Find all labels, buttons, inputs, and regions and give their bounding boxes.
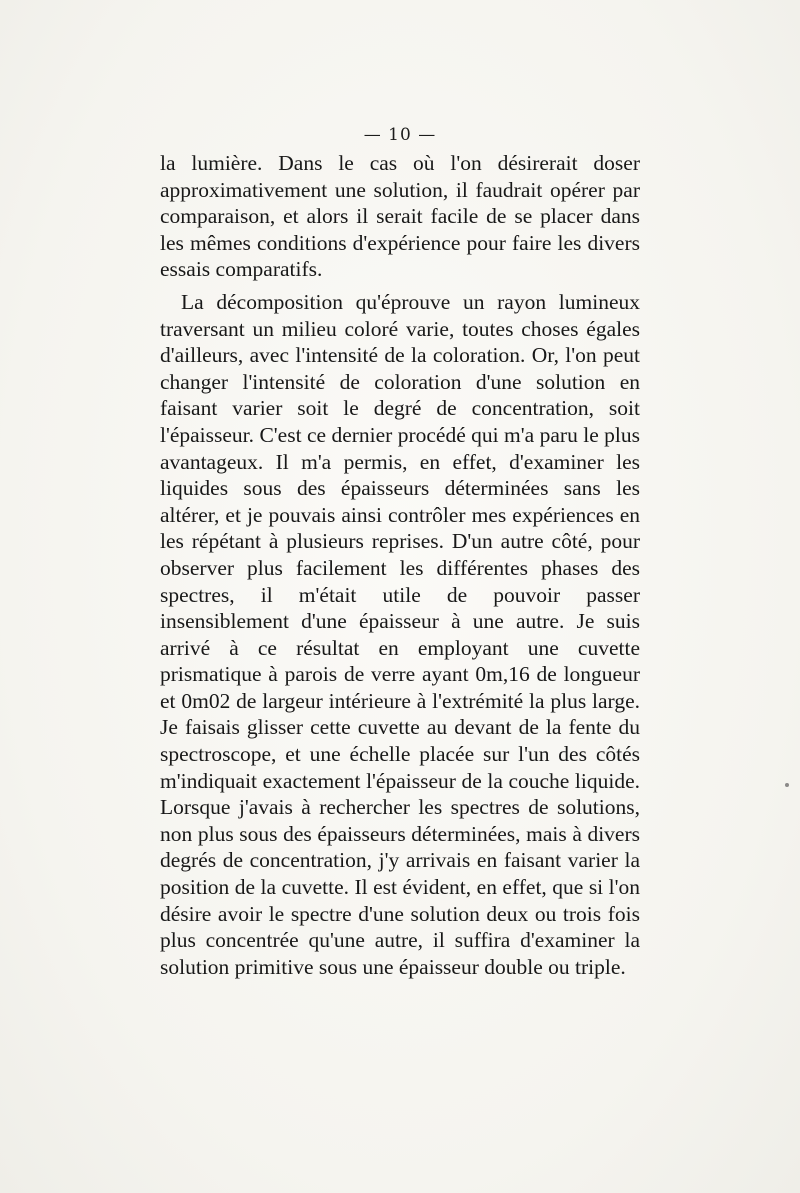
- print-speck: [785, 783, 789, 787]
- page-number: — 10 —: [363, 125, 437, 145]
- paragraph-2: La décomposition qu'éprouve un rayon lumineux traversant un milieu coloré varie, toutes choses égales d'ailleurs, avec l'intensité de la coloration. Or, l'on peut changer l'intensité de coloration d'une solution en faisant varier soit le degré de concentration, soit l'épaisseur. C'est ce dernier procédé qui m'a paru le plus avantageux. Il m'a permis, en effet, d'examiner les liquides sous des épaisseurs déterminées sans les altérer, et je pouvais ainsi contrôler mes expériences en les répétant à plusieurs reprises. D'un autre côté, pour observer plus facilement les différentes phases des spectres, il m'était utile de pouvoir passer insensiblement d'une épaisseur à une autre. Je suis arrivé à ce résultat en employant une cuvette prismatique à parois de verre ayant 0m,16 de longueur et 0m02 de largeur intérieure à l'extrémité la plus large. Je faisais glisser cette cuvette au devant de la fente du spectroscope, et une échelle placée sur l'un des côtés m'indiquait exactement l'épaisseur de la couche liquide. Lorsque j'avais à rechercher les spectres de solutions, non plus sous des épaisseurs déterminées, mais à divers degrés de concentration, j'y arrivais en faisant varier la position de la cuvette. Il est évident, en effet, que si l'on désire avoir le spectre d'une solution deux ou trois fois plus concentrée qu'une autre, il suffira d'examiner la solution primitive sous une épaisseur double ou triple.: [160, 289, 640, 979]
- body-text: [160, 150, 640, 980]
- paragraph-1: la lumière. Dans le cas où l'on désirerait doser approximativement une solution, il faudrait opérer par comparaison, et alors il serait facile de se placer dans les mêmes conditions d'expérience pour faire les divers essais comparatifs.: [160, 151, 640, 282]
